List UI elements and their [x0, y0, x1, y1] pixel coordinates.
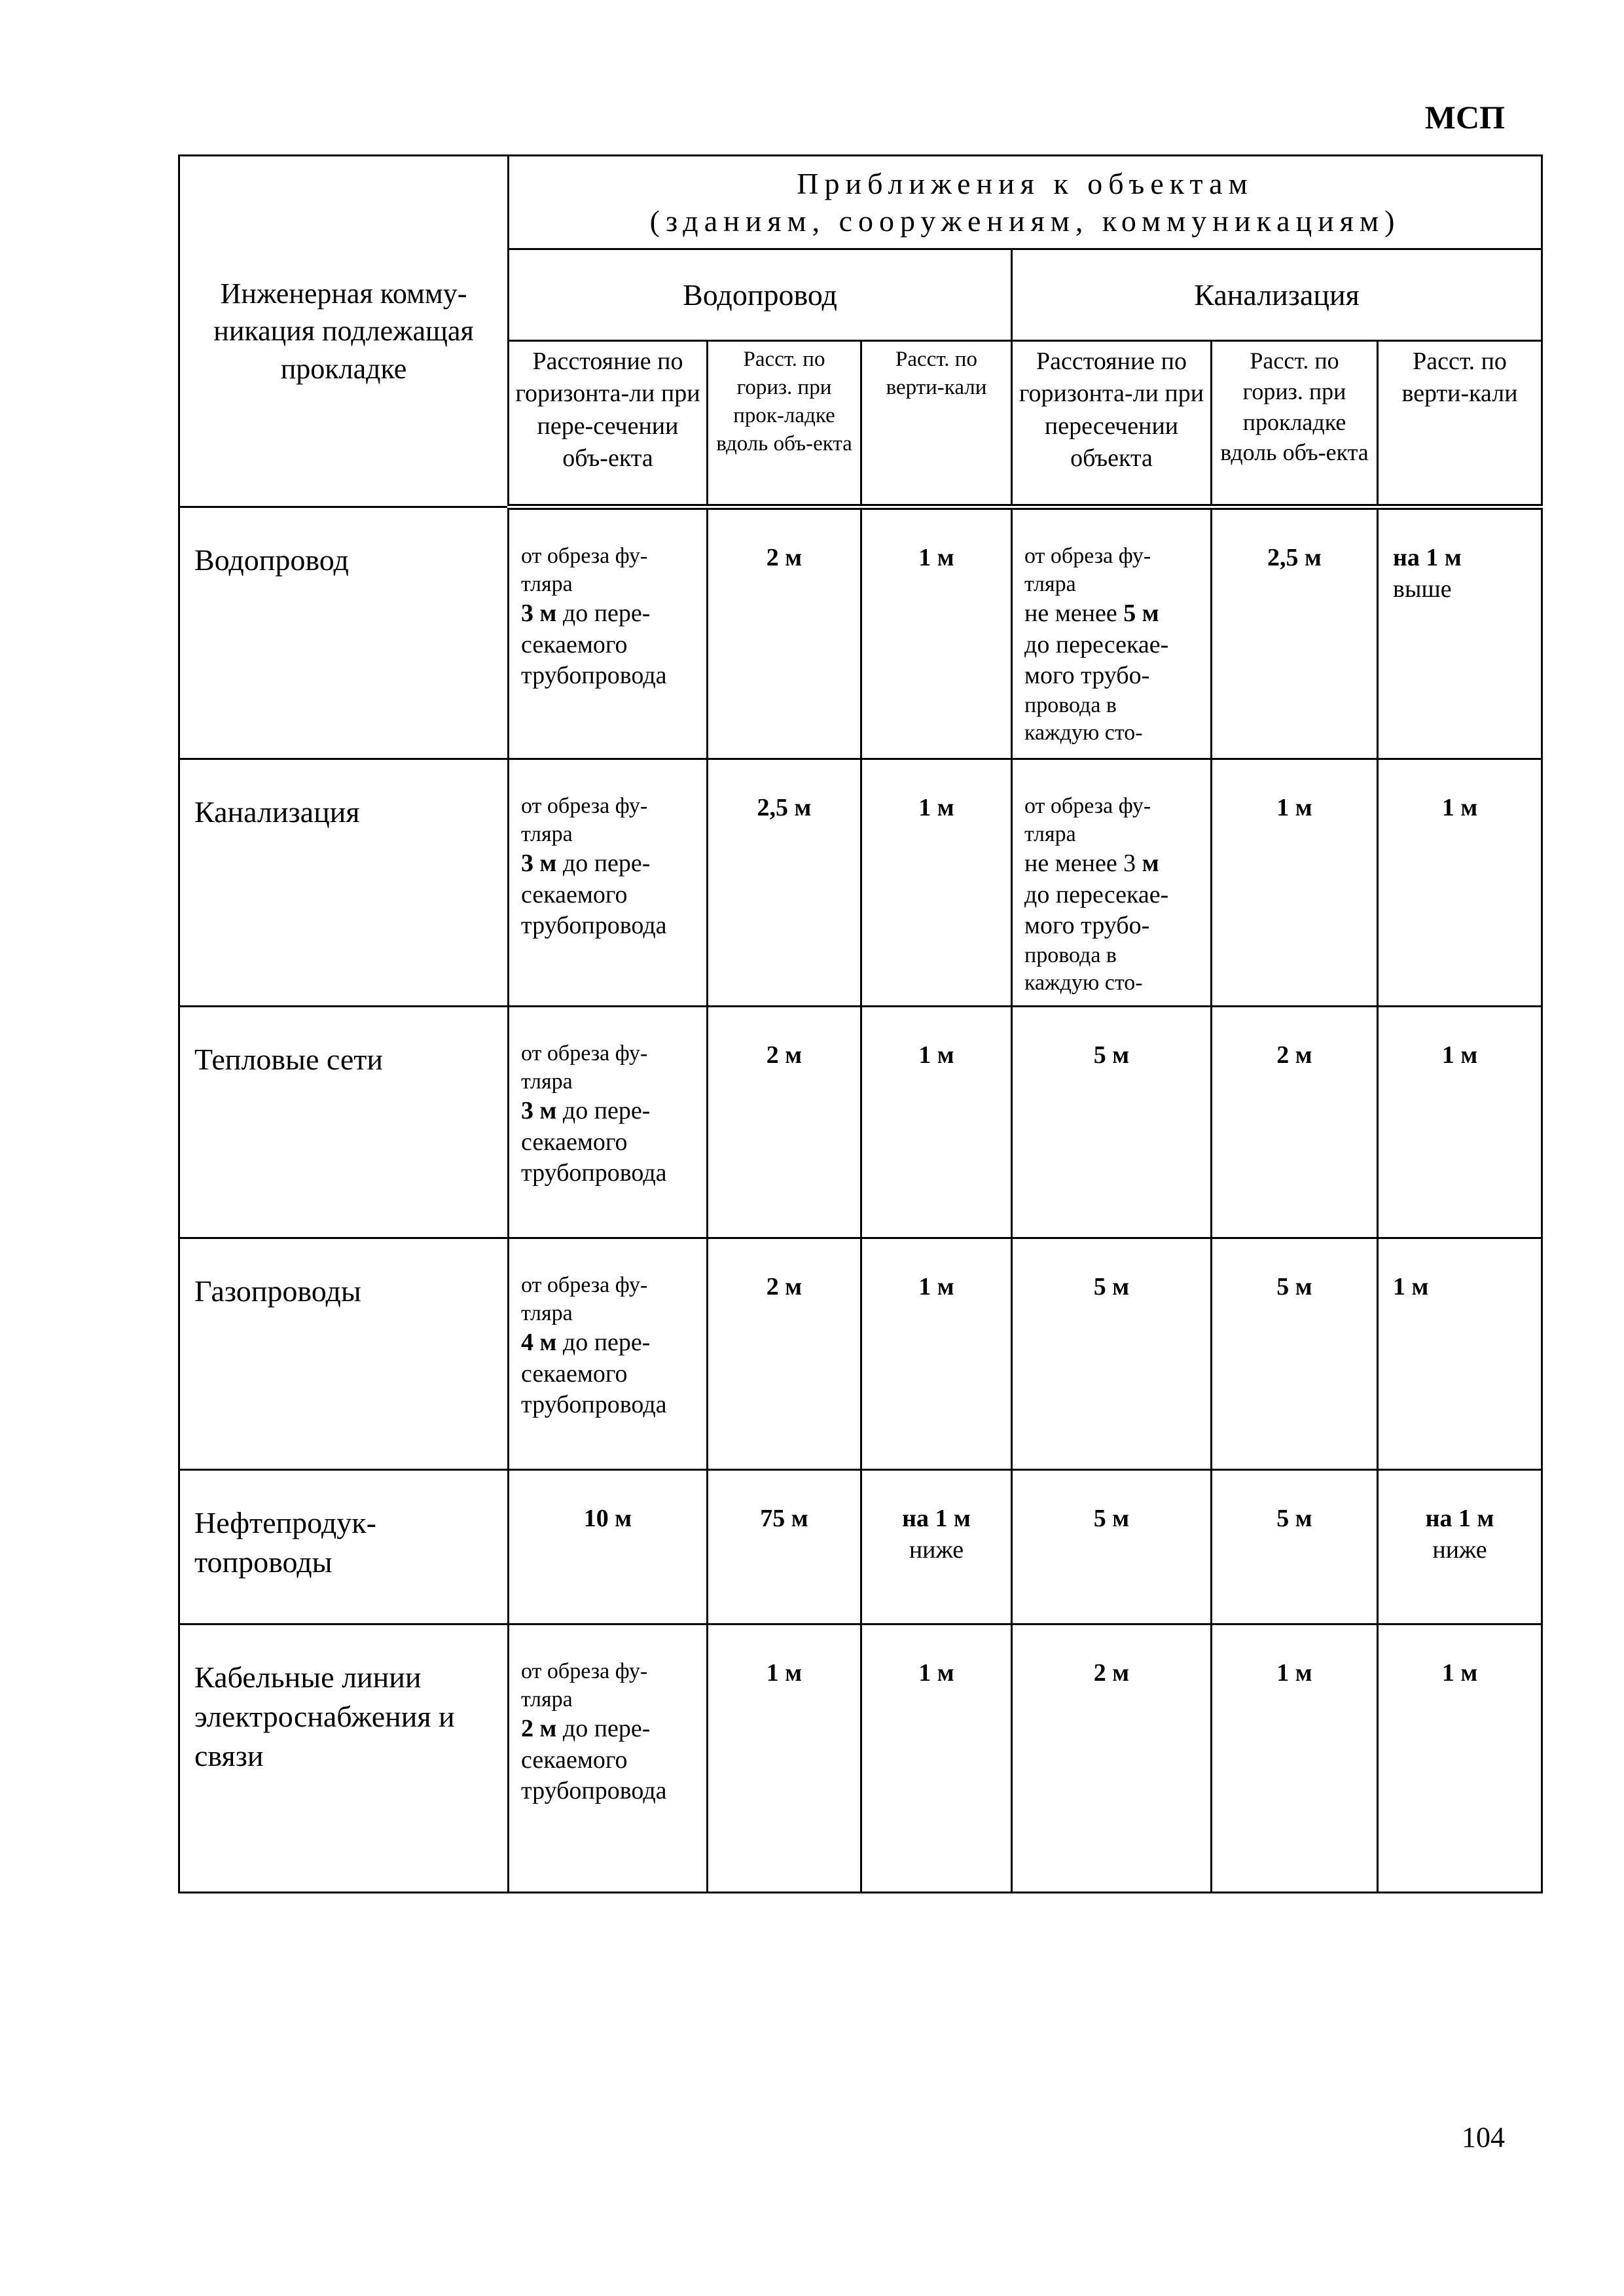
group-header-sewer: Канализация — [1012, 249, 1542, 341]
cell-line — [521, 1096, 701, 1127]
cell-line: каждую сто- — [1024, 721, 1143, 745]
cell-water-cross — [509, 1007, 708, 1238]
cell-line: от обреза фу- — [521, 1659, 648, 1683]
distance-value: на 1 м — [902, 1505, 971, 1532]
cell-sewer-cross: 5 м — [1012, 1007, 1212, 1238]
cell-water-vert: 1 м — [861, 1007, 1012, 1238]
cell-line: до пересекае- — [1024, 880, 1169, 908]
cell-water-vert: 1 м — [861, 1624, 1012, 1893]
stub-header: Инженерная комму-никация подлежащая прокладке — [179, 156, 509, 507]
sub-header-sewer-along: Расст. по гориз. при прокладке вдоль объ-екта — [1212, 341, 1378, 507]
cell-line — [521, 598, 701, 630]
cell-line — [521, 1713, 701, 1745]
cell-text-part: до пере- — [562, 850, 651, 877]
cell-water-along: 75 м — [708, 1470, 861, 1624]
cell-line: от обреза фу- — [1024, 794, 1151, 818]
cell-sewer-vert — [1378, 1470, 1542, 1624]
sub-header-water-along: Расст. по гориз. при прок-ладке вдоль объ-екта — [708, 341, 861, 507]
distance-value: на 1 м — [1425, 1505, 1494, 1532]
cell-line: трубопровода — [521, 662, 667, 689]
cell-line — [1024, 598, 1205, 630]
cell-water-along: 2 м — [708, 1007, 861, 1238]
cell-text-part: до пере- — [562, 1097, 651, 1124]
cell-line: от обреза фу- — [521, 544, 648, 568]
direction-note: ниже — [1432, 1535, 1487, 1564]
distance-value: 4 м — [521, 1329, 557, 1356]
cell-line — [521, 1327, 701, 1359]
approach-title: Приближения к объектам — [797, 166, 1254, 200]
cell-water-cross — [509, 1624, 708, 1893]
cell-water-along: 2 м — [708, 1238, 861, 1470]
distance-value: 3 м — [521, 600, 557, 627]
cell-line: секаемого — [521, 630, 628, 658]
table-row — [179, 1470, 1542, 1624]
cell-line: каждую сто- — [1024, 971, 1143, 995]
cell-water-vert: 1 м — [861, 1238, 1012, 1470]
cell-line: от обреза фу- — [521, 1041, 648, 1066]
direction-note: ниже — [909, 1535, 964, 1564]
row-label: Газопроводы — [179, 1238, 509, 1470]
cell-sewer-along: 1 м — [1212, 759, 1378, 1007]
cell-line — [521, 848, 701, 880]
cell-line: тляра — [1024, 821, 1076, 846]
cell-water-vert: 1 м — [861, 507, 1012, 759]
header-row-approach — [179, 156, 1542, 249]
cell-sewer-cross: 5 м — [1012, 1470, 1212, 1624]
engineering-distances-table — [178, 154, 1543, 1893]
direction-note: выше — [1393, 575, 1452, 603]
cell-line: трубопровода — [521, 1159, 667, 1187]
cell-text-part: до пере- — [562, 600, 651, 627]
cell-line: провода в — [1024, 942, 1117, 967]
cell-water-cross — [509, 1238, 708, 1470]
cell-line — [1024, 848, 1205, 880]
cell-sewer-along: 5 м — [1212, 1470, 1378, 1624]
cell-line: секаемого — [521, 1746, 628, 1774]
cell-water-along: 2,5 м — [708, 759, 861, 1007]
table-row — [179, 1624, 1542, 1893]
cell-sewer-along: 1 м — [1212, 1624, 1378, 1893]
cell-sewer-vert: 1 м — [1378, 1624, 1542, 1893]
group-header-water: Водопровод — [509, 249, 1012, 341]
sub-header-sewer-cross: Расстояние по горизонта-ли при пересечении объекта — [1012, 341, 1212, 507]
cell-line: мого трубо- — [1024, 912, 1150, 939]
row-label: Канализация — [179, 759, 509, 1007]
cell-text-part: не менее — [1024, 600, 1117, 627]
distance-value: 3 м — [521, 1097, 557, 1124]
cell-line: тляра — [521, 1300, 573, 1325]
distance-value: м — [1142, 850, 1159, 877]
cell-water-cross — [509, 759, 708, 1007]
distance-value: 5 м — [1123, 600, 1159, 627]
table-row — [179, 1238, 1542, 1470]
cell-text-part: до пере- — [562, 1715, 651, 1742]
cell-line: трубопровода — [521, 1391, 667, 1418]
distance-value: на 1 м — [1393, 544, 1462, 571]
cell-sewer-cross: 2 м — [1012, 1624, 1212, 1893]
cell-line: тляра — [521, 571, 573, 596]
cell-water-cross: 10 м — [509, 1470, 708, 1624]
cell-water-cross — [509, 507, 708, 759]
cell-water-vert — [861, 1470, 1012, 1624]
cell-sewer-vert: 1 м — [1378, 759, 1542, 1007]
approach-subtitle: (зданиям, сооружениям, коммуникациям) — [649, 204, 1401, 238]
cell-line: секаемого — [521, 1128, 628, 1156]
approach-header — [509, 156, 1542, 249]
table-row — [179, 1007, 1542, 1238]
cell-sewer-cross — [1012, 507, 1212, 759]
cell-water-along: 1 м — [708, 1624, 861, 1893]
cell-line: тляра — [1024, 571, 1076, 596]
cell-line: трубопровода — [521, 1777, 667, 1804]
cell-line: тляра — [521, 1069, 573, 1094]
cell-line: от обреза фу- — [521, 794, 648, 818]
cell-line: провода в — [1024, 692, 1117, 717]
sub-header-water-cross: Расстояние по горизонта-ли при пере-сечении объ-екта — [509, 341, 708, 507]
distance-value: 3 м — [521, 850, 557, 877]
sub-header-sewer-vert: Расст. по верти-кали — [1378, 341, 1542, 507]
cell-line: тляра — [521, 1687, 573, 1712]
cell-water-vert: 1 м — [861, 759, 1012, 1007]
cell-sewer-along: 2 м — [1212, 1007, 1378, 1238]
cell-line: мого трубо- — [1024, 662, 1150, 689]
row-label: Кабельные линии электроснабжения и связи — [179, 1624, 509, 1893]
cell-sewer-vert: 1 м — [1378, 1238, 1542, 1470]
cell-line: от обреза фу- — [1024, 544, 1151, 568]
cell-water-along: 2 м — [708, 507, 861, 759]
row-label: Тепловые сети — [179, 1007, 509, 1238]
sub-header-water-vert: Расст. по верти-кали — [861, 341, 1012, 507]
cell-sewer-along: 5 м — [1212, 1238, 1378, 1470]
page-number: 104 — [1462, 2121, 1505, 2153]
row-label: Нефтепродук-топроводы — [179, 1470, 509, 1624]
cell-line: трубопровода — [521, 912, 667, 939]
cell-line: секаемого — [521, 880, 628, 908]
cell-sewer-cross — [1012, 759, 1212, 1007]
cell-line: тляра — [521, 821, 573, 846]
distance-value: 2 м — [521, 1715, 557, 1742]
row-label: Водопровод — [179, 507, 509, 759]
document-code: МСП — [1424, 99, 1505, 135]
cell-line: от обреза фу- — [521, 1273, 648, 1297]
table-row — [179, 507, 1542, 759]
cell-text-part: до пере- — [562, 1329, 651, 1356]
cell-sewer-vert — [1378, 507, 1542, 759]
cell-sewer-cross: 5 м — [1012, 1238, 1212, 1470]
cell-sewer-vert: 1 м — [1378, 1007, 1542, 1238]
table-row — [179, 759, 1542, 1007]
cell-text-part: не менее 3 — [1024, 850, 1136, 877]
cell-sewer-along: 2,5 м — [1212, 507, 1378, 759]
cell-line: секаемого — [521, 1359, 628, 1388]
cell-line: до пересекае- — [1024, 630, 1169, 658]
